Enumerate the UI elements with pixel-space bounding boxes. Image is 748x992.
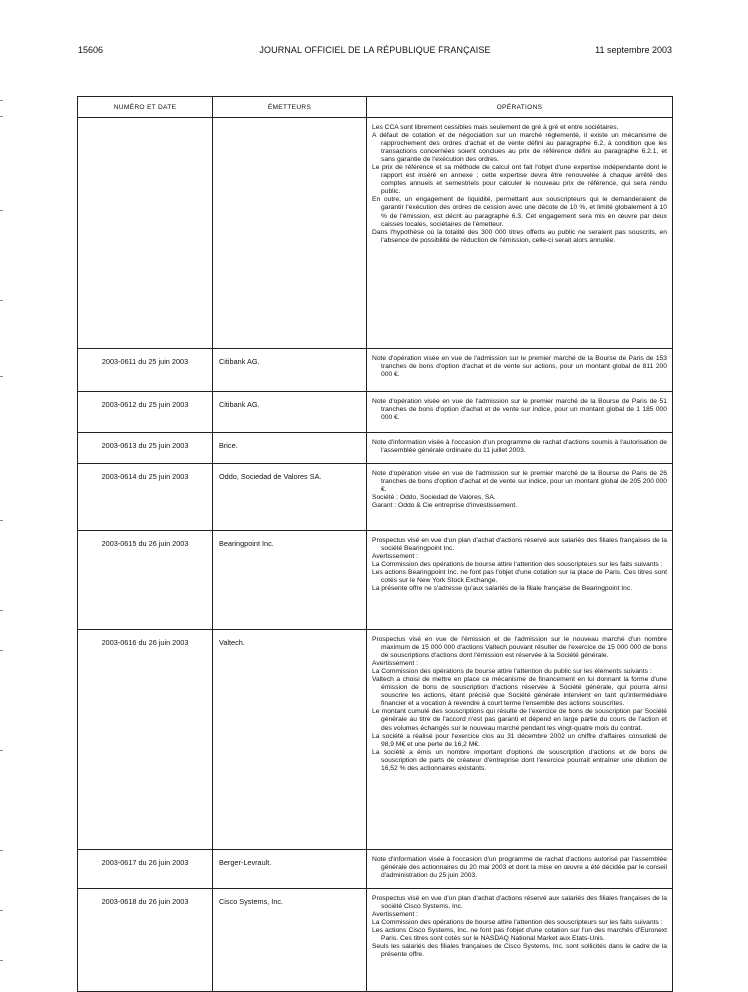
operation-paragraph: Note d'opération visée en vue de l'admission sur le premier marché de la Bourse de Paris de 153 tranches de bons d'option d'achat et de vente sur actions, pour un montant global de 811 200 000 €. (372, 355, 667, 379)
operation-paragraph: Garant : Oddo & Cie entreprise d'investissement. (372, 502, 518, 510)
publication-date: 11 septembre 2003 (595, 45, 672, 55)
table-row (78, 630, 673, 850)
operation-paragraph: La société a émis un nombre important d'options de souscription d'actions et de bons de souscription de parts de créateur d'entreprise dont l'exercice pourrait entraîner une dilution de 16,52 % des actionnaires existants. (372, 748, 667, 772)
operation-paragraph: Seuls les salariés des filiales françaises de Cisco Systems, Inc. sont sollicités dans le cadre de la présente offre. (372, 943, 667, 959)
operation-paragraph: La Commission des opérations de bourse attire l'attention des souscripteurs sur les faits suivants : (372, 561, 663, 569)
operation-paragraph: Prospectus visé en vue de l'émission et de l'admission sur le nouveau marché d'un nombre maximum de 15 000 000 d'actions Valtech pouvant résulter de l'exercice de 15 000 000 de bons de souscriptions d'actions dont l'émission est réservée à la Société générale. (372, 636, 667, 660)
emetteur-cell: Cisco Systems, Inc. (213, 889, 367, 992)
emetteur-cell: Citibank AG. (213, 392, 367, 433)
numero-date-cell: 2003-0614 du 25 juin 2003 (78, 464, 213, 531)
table-row (78, 464, 673, 531)
operations-cell (367, 433, 673, 464)
operation-paragraph: Le montant cumulé des souscriptions qui résulte de l'exercice de bons de souscription par Société générale au titre de l'accord n'est pas garanti et dépend en large partie du cours de l'action et des volumes échangés sur le nouveau marché pendant les vingt-quatre mois du contrat. (372, 708, 667, 732)
numero-date-cell: 2003-0618 du 26 juin 2003 (78, 889, 213, 992)
operation-paragraph: La présente offre ne s'adresse qu'aux salariés de la filiale française de Bearingpoint Inc. (372, 585, 633, 593)
numero-date-cell: 2003-0617 du 26 juin 2003 (78, 850, 213, 889)
operation-paragraph: Les actions Bearingpoint Inc. ne font pas l'objet d'une cotation sur la place de Paris. Ces titres sont cotés sur le New York Stock Exchange. (372, 569, 667, 585)
table-header-row (78, 97, 673, 118)
table-row (78, 531, 673, 630)
table-row (78, 392, 673, 433)
column-header-emetteurs: ÉMETTEURS (213, 97, 367, 118)
numero-date-cell: 2003-0611 du 25 juin 2003 (78, 349, 213, 392)
operations-cell (367, 464, 673, 531)
operation-paragraph: Les CCA sont librement cessibles mais seulement de gré à gré et entre sociétaires. (372, 124, 619, 131)
operations-cell (367, 889, 673, 992)
operation-paragraph: Prospectus visé en vue d'un plan d'achat d'actions réservé aux salariés des filiales françaises de la société Cisco Systems, Inc. (372, 895, 667, 911)
margin-marks (0, 90, 4, 970)
operations-table (77, 96, 673, 992)
numero-date-cell: 2003-0612 du 25 juin 2003 (78, 392, 213, 433)
emetteur-cell: Valtech. (213, 630, 367, 850)
operations-cell (367, 349, 673, 392)
operation-paragraph: Note d'opération visée en vue de l'admission sur le premier marché de la Bourse de Paris de 26 tranches de bons d'option d'achat et de vente sur indice, pour un montant global de 205 200 000 €. (372, 470, 667, 494)
column-header-numero: NUMÉRO ET DATE (78, 97, 213, 118)
operation-paragraph: Valtech a choisi de mettre en place ce mécanisme de financement en lui donnant la forme d'une émission de bons de souscription d'actions réservée à Société générale, qui pourra ainsi souscrire les actions, étant précisé que Société générale intervient en tant qu'intermédiaire financier et a vocation à revendre à court terme l'ensemble des actions souscrites. (372, 676, 667, 708)
operation-paragraph: Note d'opération visée en vue de l'admission sur le premier marché de la Bourse de Paris de 51 tranches de bons d'option d'achat et de vente sur indice, pour un montant global de 1 185 000 000 €. (372, 398, 667, 422)
table-row (78, 118, 673, 349)
operation-paragraph: Société : Oddo, Sociedad de Valores, SA. (372, 494, 496, 502)
operation-paragraph: Note d'information visée à l'occasion d'un programme de rachat d'actions autorisé par l'assemblée générale des actionnaires du 20 mai 2003 et dont la mise en œuvre a été décidée par le conseil d'administration du 25 juin 2003. (372, 856, 667, 880)
operation-paragraph: Avertissement : (372, 660, 418, 668)
emetteur-cell: Brice. (213, 433, 367, 464)
operation-paragraph: A défaut de cotation et de négociation sur un marché réglementé, il existe un mécanisme de rapprochement des ordres d'achat et de vente défini au paragraphe 6.2, à condition que les transactions concernées soient conclues au prix de référence défini au paragraphe 6.2.1, et sans garantie de l'exécution des ordres. (372, 132, 667, 164)
table-row (78, 433, 673, 464)
operation-paragraph: Le prix de référence et sa méthode de calcul ont fait l'objet d'une expertise indépendante dont le rapport est inséré en annexe ; cette expertise devra être renouvelée à chaque arrêté des comptes annuels et semestriels pour calculer le nouveau prix de référence, qui sera rendu public. (372, 164, 667, 196)
operations-cell (367, 630, 673, 850)
operation-paragraph: La Commission des opérations de bourse attire l'attention des souscripteurs sur les faits suivants : (372, 919, 663, 927)
numero-date-cell: 2003-0613 du 25 juin 2003 (78, 433, 213, 464)
operation-paragraph: Avertissement : (372, 553, 418, 561)
table-row (78, 889, 673, 992)
page-header (78, 44, 672, 58)
table-row (78, 850, 673, 889)
operation-paragraph: Dans l'hypothèse où la totalité des 300 000 titres offerts au public ne seraient pas souscrits, en l'absence de possibilité de réduction de l'émission, celle-ci serait alors annulée. (372, 228, 667, 244)
emetteur-cell: Oddo, Sociedad de Valores SA. (213, 464, 367, 531)
journal-title: JOURNAL OFFICIEL DE LA RÉPUBLIQUE FRANÇAISE (259, 45, 491, 55)
numero-date-cell: 2003-0616 du 26 juin 2003 (78, 630, 213, 850)
operation-paragraph: Prospectus visé en vue d'un plan d'achat d'actions réservé aux salariés des filiales françaises de la société Bearingpoint Inc. (372, 537, 667, 553)
emetteur-cell: Bearingpoint Inc. (213, 531, 367, 630)
numero-date-cell: 2003-0615 du 26 juin 2003 (78, 531, 213, 630)
operation-paragraph: La société a réalisé pour l'exercice clos au 31 décembre 2002 un chiffre d'affaires consolidé de 98,9 M€ et une perte de 16,2 M€. (372, 732, 667, 748)
operation-paragraph: La Commission des opérations de bourse attire l'attention du public sur les éléments suivants : (372, 668, 652, 676)
emetteur-cell: Citibank AG. (213, 349, 367, 392)
operation-paragraph: Note d'information visée à l'occasion d'un programme de rachat d'actions soumis à l'autorisation de l'assemblée générale ordinaire du 11 juillet 2003. (372, 439, 667, 455)
operation-paragraph: Avertissement : (372, 911, 418, 919)
page-number: 15606 (78, 45, 104, 55)
emetteur-cell (213, 118, 367, 349)
numero-date-cell (78, 118, 213, 349)
table-body (78, 118, 673, 992)
operations-cell (367, 118, 673, 349)
emetteur-cell: Berger-Levrault. (213, 850, 367, 889)
operations-cell (367, 531, 673, 630)
column-header-operations: OPÉRATIONS (367, 97, 673, 118)
operations-cell (367, 392, 673, 433)
operation-paragraph: En outre, un engagement de liquidité, permettant aux souscripteurs qui le demanderaient de garantir l'exécution des ordres de cession avec une décote de 10 %, et limité globalement à 10 % de l'émission, est décrit au paragraphe 6.3. Cet engagement sera mis en œuvre par deux caisses locales, sociétaires de l'émetteur. (372, 196, 667, 228)
operation-paragraph: Les actions Cisco Systems, Inc. ne font pas l'objet d'une cotation sur l'un des marchés d'Euronext Paris. Ces titres sont cotés sur le NASDAQ National Market aux Etats-Unis. (372, 927, 667, 943)
table-row (78, 349, 673, 392)
operations-cell (367, 850, 673, 889)
